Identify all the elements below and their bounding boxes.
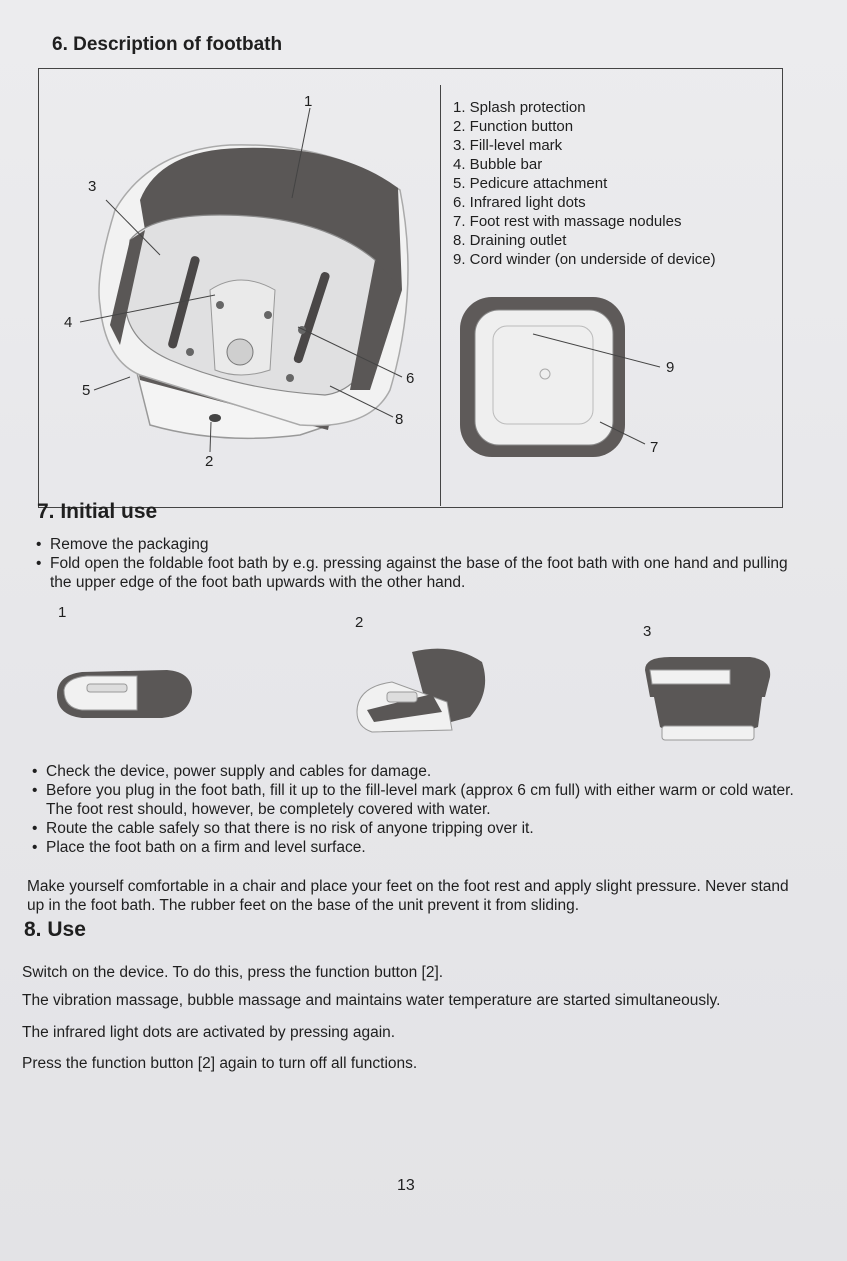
pedicure-attachment <box>227 339 253 365</box>
use-line: The vibration massage, bubble massage and maintains water temperature are started simultaneously. <box>22 992 721 1009</box>
use-line: Press the function button [2] again to turn off all functions. <box>22 1055 418 1072</box>
part-item: 7. Foot rest with massage nodules <box>453 213 682 230</box>
fold-step-1-image <box>52 660 197 725</box>
callout-2: 2 <box>205 453 214 470</box>
part-item: 2. Function button <box>453 118 574 135</box>
list-item: • Check the device, power supply and cables for damage. <box>30 762 800 781</box>
parts-list <box>453 98 716 269</box>
callout-7: 7 <box>650 439 659 456</box>
callout-1: 1 <box>304 93 313 110</box>
fold-step-3-image <box>640 652 775 744</box>
use-line: The infrared light dots are activated by pressing again. <box>22 1024 396 1041</box>
list-item: • Before you plug in the foot bath, fill it up to the fill-level mark (approx 6 cm full) with either warm or cold water. The foot rest should, however, be completely covered with water. <box>30 781 800 819</box>
section-7-heading: 7. Initial use <box>37 500 158 523</box>
step-1-label: 1 <box>58 604 67 621</box>
initial-use-list-2 <box>30 762 800 857</box>
list-item: • Place the foot bath on a firm and level surface. <box>30 838 800 857</box>
part-item: 8. Draining outlet <box>453 232 567 249</box>
initial-use-list-1 <box>34 535 794 592</box>
fold-step-2-image <box>352 642 497 737</box>
callout-4: 4 <box>64 314 73 331</box>
list-item: • Route the cable safely so that there is no risk of anyone tripping over it. <box>30 819 800 838</box>
part-item: 5. Pedicure attachment <box>453 175 608 192</box>
part-item: 6. Infrared light dots <box>453 194 586 211</box>
list-item: • Fold open the foldable foot bath by e.g. pressing against the base of the foot bath with one hand and pulling the upper edge of the foot bath upwards with the other hand. <box>34 554 794 592</box>
part-item: 9. Cord winder (on underside of device) <box>453 251 716 268</box>
step-3-label: 3 <box>643 623 652 640</box>
function-button <box>209 414 221 422</box>
page-number: 13 <box>397 1177 415 1194</box>
section-8-heading: 8. Use <box>24 918 86 941</box>
callout-9: 9 <box>666 359 675 376</box>
figure-divider <box>440 85 441 506</box>
footbath-underside-illustration <box>455 292 680 467</box>
use-line: Switch on the device. To do this, press the function button [2]. <box>22 964 444 981</box>
callout-6: 6 <box>406 370 415 387</box>
list-item: • Remove the packaging <box>34 535 794 554</box>
footbath-illustration <box>40 90 440 490</box>
part-item: 1. Splash protection <box>453 99 586 116</box>
part-item: 3. Fill-level mark <box>453 137 563 154</box>
callout-3: 3 <box>88 178 97 195</box>
underside-inner <box>475 310 613 445</box>
section-6-heading: 6. Description of footbath <box>52 34 283 55</box>
callout-8: 8 <box>395 411 404 428</box>
step-2-label: 2 <box>355 614 364 631</box>
comfort-paragraph: Make yourself comfortable in a chair and place your feet on the foot rest and apply slight pressure. Never stand up in the foot bath. The rubber feet on the base of the unit prevent it from sliding. <box>27 878 789 914</box>
part-item: 4. Bubble bar <box>453 156 543 173</box>
callout-5: 5 <box>82 382 91 399</box>
